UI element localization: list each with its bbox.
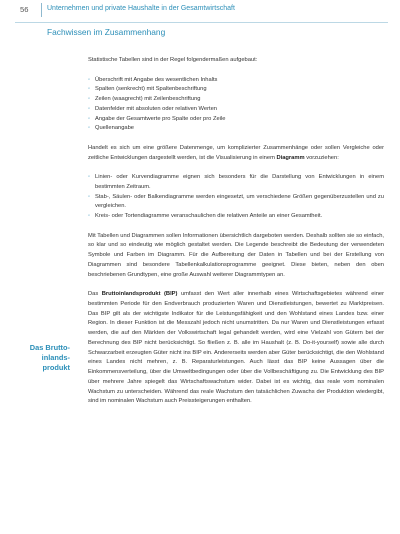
diagram-types-list [88, 173, 384, 222]
text-run: vorzuziehen: [304, 154, 339, 161]
text-run: umfasst den Wert aller innerhalb eines Wirtschaftsgebietes während einer bestimmten Periode für den Endverbrauch produzierten Waren und Dienstleistungen, bewertet zu Marktpreisen. Das BIP gilt als der wichtigste Indikator für die Leistungsfähigkeit und den Wohlstand eines Landes bzw. einer Region. In dieser Funktion ist die Messzahl jedoch nicht unumstritten. Da nur Waren und Dienstleistungen erfasst werden, die auf den Märkten der Volkswirtschaft legal gehandelt werden, wird eine Vielzahl von Gütern bei der Berechnung des BIP nicht berücksichtigt. So fließen z. B. alle im Haushalt (z. B. Do-it-yourself) sowie alle durch Schwarzarbeit erzeugten Güter nicht ins BIP ein. Andererseits werden aber Güter berücksichtigt, die den Wohlstand eines Landes nicht mehren, z. B. Reparaturleistungen. Auch lässt das BIP keine Aussagen über die Einkommensverteilung, über die Umweltbedingungen oder über die Vollbeschäftigung zu. Die Entwicklung des BIP über mehrere Jahre spiegelt das Wirtschaftswachstum wider. Dabei ist es wichtig, das reale vom nominalen Wachstum zu unterscheiden. Während das reale Wachstum den tatsächlichen Zuwachs der Produktion wiedergibt, sind im nominalen Wachstum auch Preissteigerungen enthalten. [88, 291, 384, 405]
section-heading: Fachwissen im Zusammenhang [47, 27, 166, 37]
tables-paragraph: Mit Tabellen und Diagrammen sollen Informationen übersichtlich dargeboten werden. Deshalb sollten sie so einfach, so klar und so eindeutig wie möglich gestaltet werden. Die Legende beschreibt die Bedeutung der verwendeten Symbole und Farben im Diagramm. Für die Aufbereitung der Daten in Tabellen und bei der Erstellung von Diagrammen sind besondere Tabellenkalkulationsprogramme geeignet. Diese bieten, neben den oben beschriebenen Grundtypen, eine große Auswahl weiterer Diagrammtypen an. [88, 232, 384, 278]
list-item: ◦ Kreis- oder Tortendiagramme veranschaulichen die relativen Anteile an einer Gesamtheit. [88, 212, 384, 222]
text-run: Handelt es sich um eine größere Datenmenge, um komplizierter Zusammenhänge oder sollen Vergleiche oder zeitliche Entwicklungen dargestellt werden, ist die Visualisierung in einem [88, 144, 384, 161]
intro-paragraph: Statistische Tabellen sind in der Regel folgendermaßen aufgebaut: [88, 57, 258, 63]
header-divider [41, 3, 42, 17]
page-number: 56 [20, 5, 29, 14]
list-item: ◦ Datenfelder mit absoluten oder relativen Werten [88, 105, 384, 115]
list-item: ◦ Überschrift mit Angabe des wesentlichen Inhalts [88, 76, 384, 86]
list-item: ◦ Quellenangabe [88, 124, 384, 134]
body-text [88, 56, 384, 407]
list-item: ◦ Spalten (senkrecht) mit Spaltenbeschriftung [88, 85, 384, 95]
margin-heading [20, 343, 70, 372]
running-title: Unternehmen und private Haushalte in der Gesamtwirtschaft [47, 5, 235, 12]
margin-heading-line: inlands- [41, 352, 70, 362]
margin-heading-line: produkt [42, 362, 70, 372]
list-item: ◦ Zeilen (waagrecht) mit Zeilenbeschriftung [88, 95, 384, 105]
header-rule [15, 22, 388, 23]
bold-term: Diagramm [276, 154, 305, 161]
page-header [0, 0, 400, 22]
diagram-paragraph [88, 144, 384, 164]
list-item: ◦ Linien- oder Kurvendiagramme eignen sich besonders für die Darstellung von Entwicklungen in einem bestimmten Zeitraum. [88, 173, 384, 193]
list-item: ◦ Stab-, Säulen- oder Balkendiagramme werden eingesetzt, um verschiedene Größen gegenüberzustellen und zu vergleichen. [88, 193, 384, 213]
text-run: Das [88, 291, 102, 297]
bold-term: Bruttoinlandsprodukt (BIP) [101, 291, 178, 297]
table-parts-list [88, 76, 384, 135]
margin-heading-line: Das Brutto- [29, 343, 70, 352]
list-item: ◦ Angabe der Gesamtwerte pro Spalte oder pro Zeile [88, 115, 384, 125]
bip-paragraph [88, 290, 384, 407]
